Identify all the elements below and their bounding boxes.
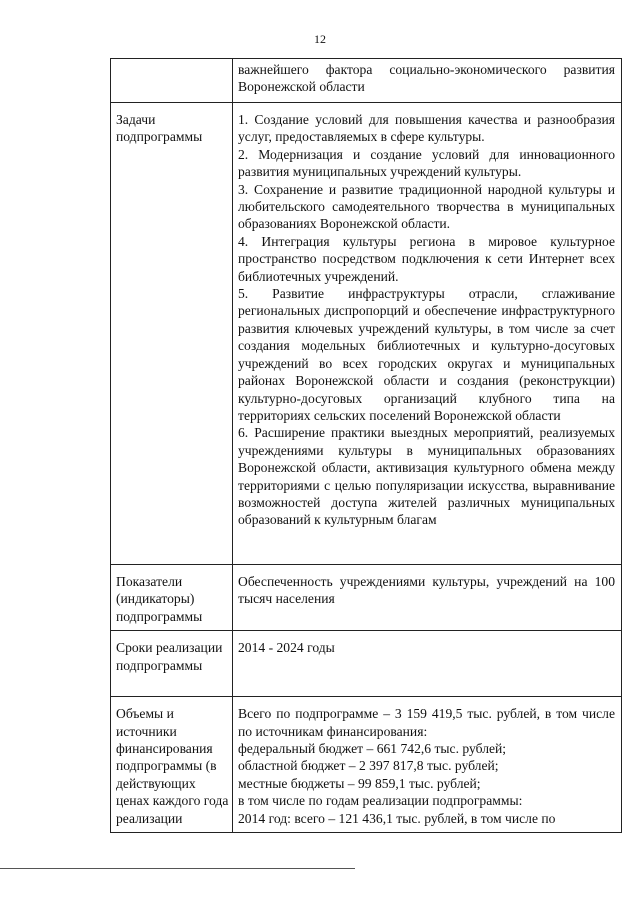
subprogram-passport-table xyxy=(110,58,622,833)
content-paragraph: важнейшего фактора социально-экономического развития Воронежской области xyxy=(238,62,615,95)
table-row xyxy=(111,697,622,833)
content-paragraph: областной бюджет – 2 397 817,8 тыс. рублей; xyxy=(238,758,499,774)
row-label xyxy=(111,59,233,103)
row-label: Задачи подпрограммы xyxy=(111,103,233,565)
content-paragraph: 4. Интеграция культуры региона в мировое культурное пространство посредством подключения к сети Интернет всех библиотечных учреждений. xyxy=(238,233,615,284)
row-label: Сроки реализации подпрограммы xyxy=(111,631,233,697)
content-paragraph: 1. Создание условий для повышения качества и разнообразия услуг, предоставляемых в сфере культуры. xyxy=(238,112,615,145)
content-paragraph: 3. Сохранение и развитие традиционной народной культуры и любительского самодеятельного творчества в муниципальных образованиях Воронежской области. xyxy=(238,181,615,232)
table-row xyxy=(111,565,622,631)
content-paragraph: 2014 год: всего – 121 436,1 тыс. рублей, в том числе по xyxy=(238,810,556,826)
content-paragraph: 2. Модернизация и создание условий для инновационного развития муниципальных учреждений культуры. xyxy=(238,146,615,180)
row-content xyxy=(233,565,622,631)
table-row xyxy=(111,103,622,565)
row-content xyxy=(233,103,622,565)
table-row xyxy=(111,631,622,697)
row-label: Показатели (индикаторы) подпрограммы xyxy=(111,565,233,631)
content-paragraph: местные бюджеты – 99 859,1 тыс. рублей; xyxy=(238,775,481,791)
content-paragraph: Обеспеченность учреждениями культуры, учреждений на 100 тысяч населения xyxy=(238,574,615,607)
content-paragraph: Всего по подпрограмме – 3 159 419,5 тыс. рублей, в том числе по источникам финансирования: xyxy=(238,706,615,739)
content-paragraph: 5. Развитие инфраструктуры отрасли, сглаживание региональных диспропорций и обеспечение инфраструктурного развития ключевых учреждений культуры, в том числе за счет создания модельных библиотечных и культурно-досуговых учреждений во всех городских округах и муниципальных районах Воронежской области и создания (реконструкции) культурно-досуговых организаций клубного типа на территориях сельских поселений Воронежской области xyxy=(238,286,615,423)
row-label: Объемы и источники финансирования подпрограммы (в действующих ценах каждого года реализации xyxy=(111,697,233,833)
content-paragraph: 2014 - 2024 годы xyxy=(238,640,335,656)
row-content xyxy=(233,59,622,103)
row-content xyxy=(233,631,622,697)
page-number: 12 xyxy=(314,32,326,46)
table-row xyxy=(111,59,622,103)
row-content xyxy=(233,697,622,833)
content-paragraph: в том числе по годам реализации подпрограммы: xyxy=(238,793,523,809)
content-paragraph: федеральный бюджет – 661 742,6 тыс. рублей; xyxy=(238,741,507,757)
content-paragraph: 6. Расширение практики выездных мероприятий, реализуемых учреждениями культуры в муниципальных образованиях Воронежской области, активизация культурного обмена между территориями с целью популяризации искусства, выравнивание возможностей доступа жителей различных муниципальных образований к культурным благам xyxy=(238,425,615,528)
footer-divider xyxy=(0,868,355,869)
